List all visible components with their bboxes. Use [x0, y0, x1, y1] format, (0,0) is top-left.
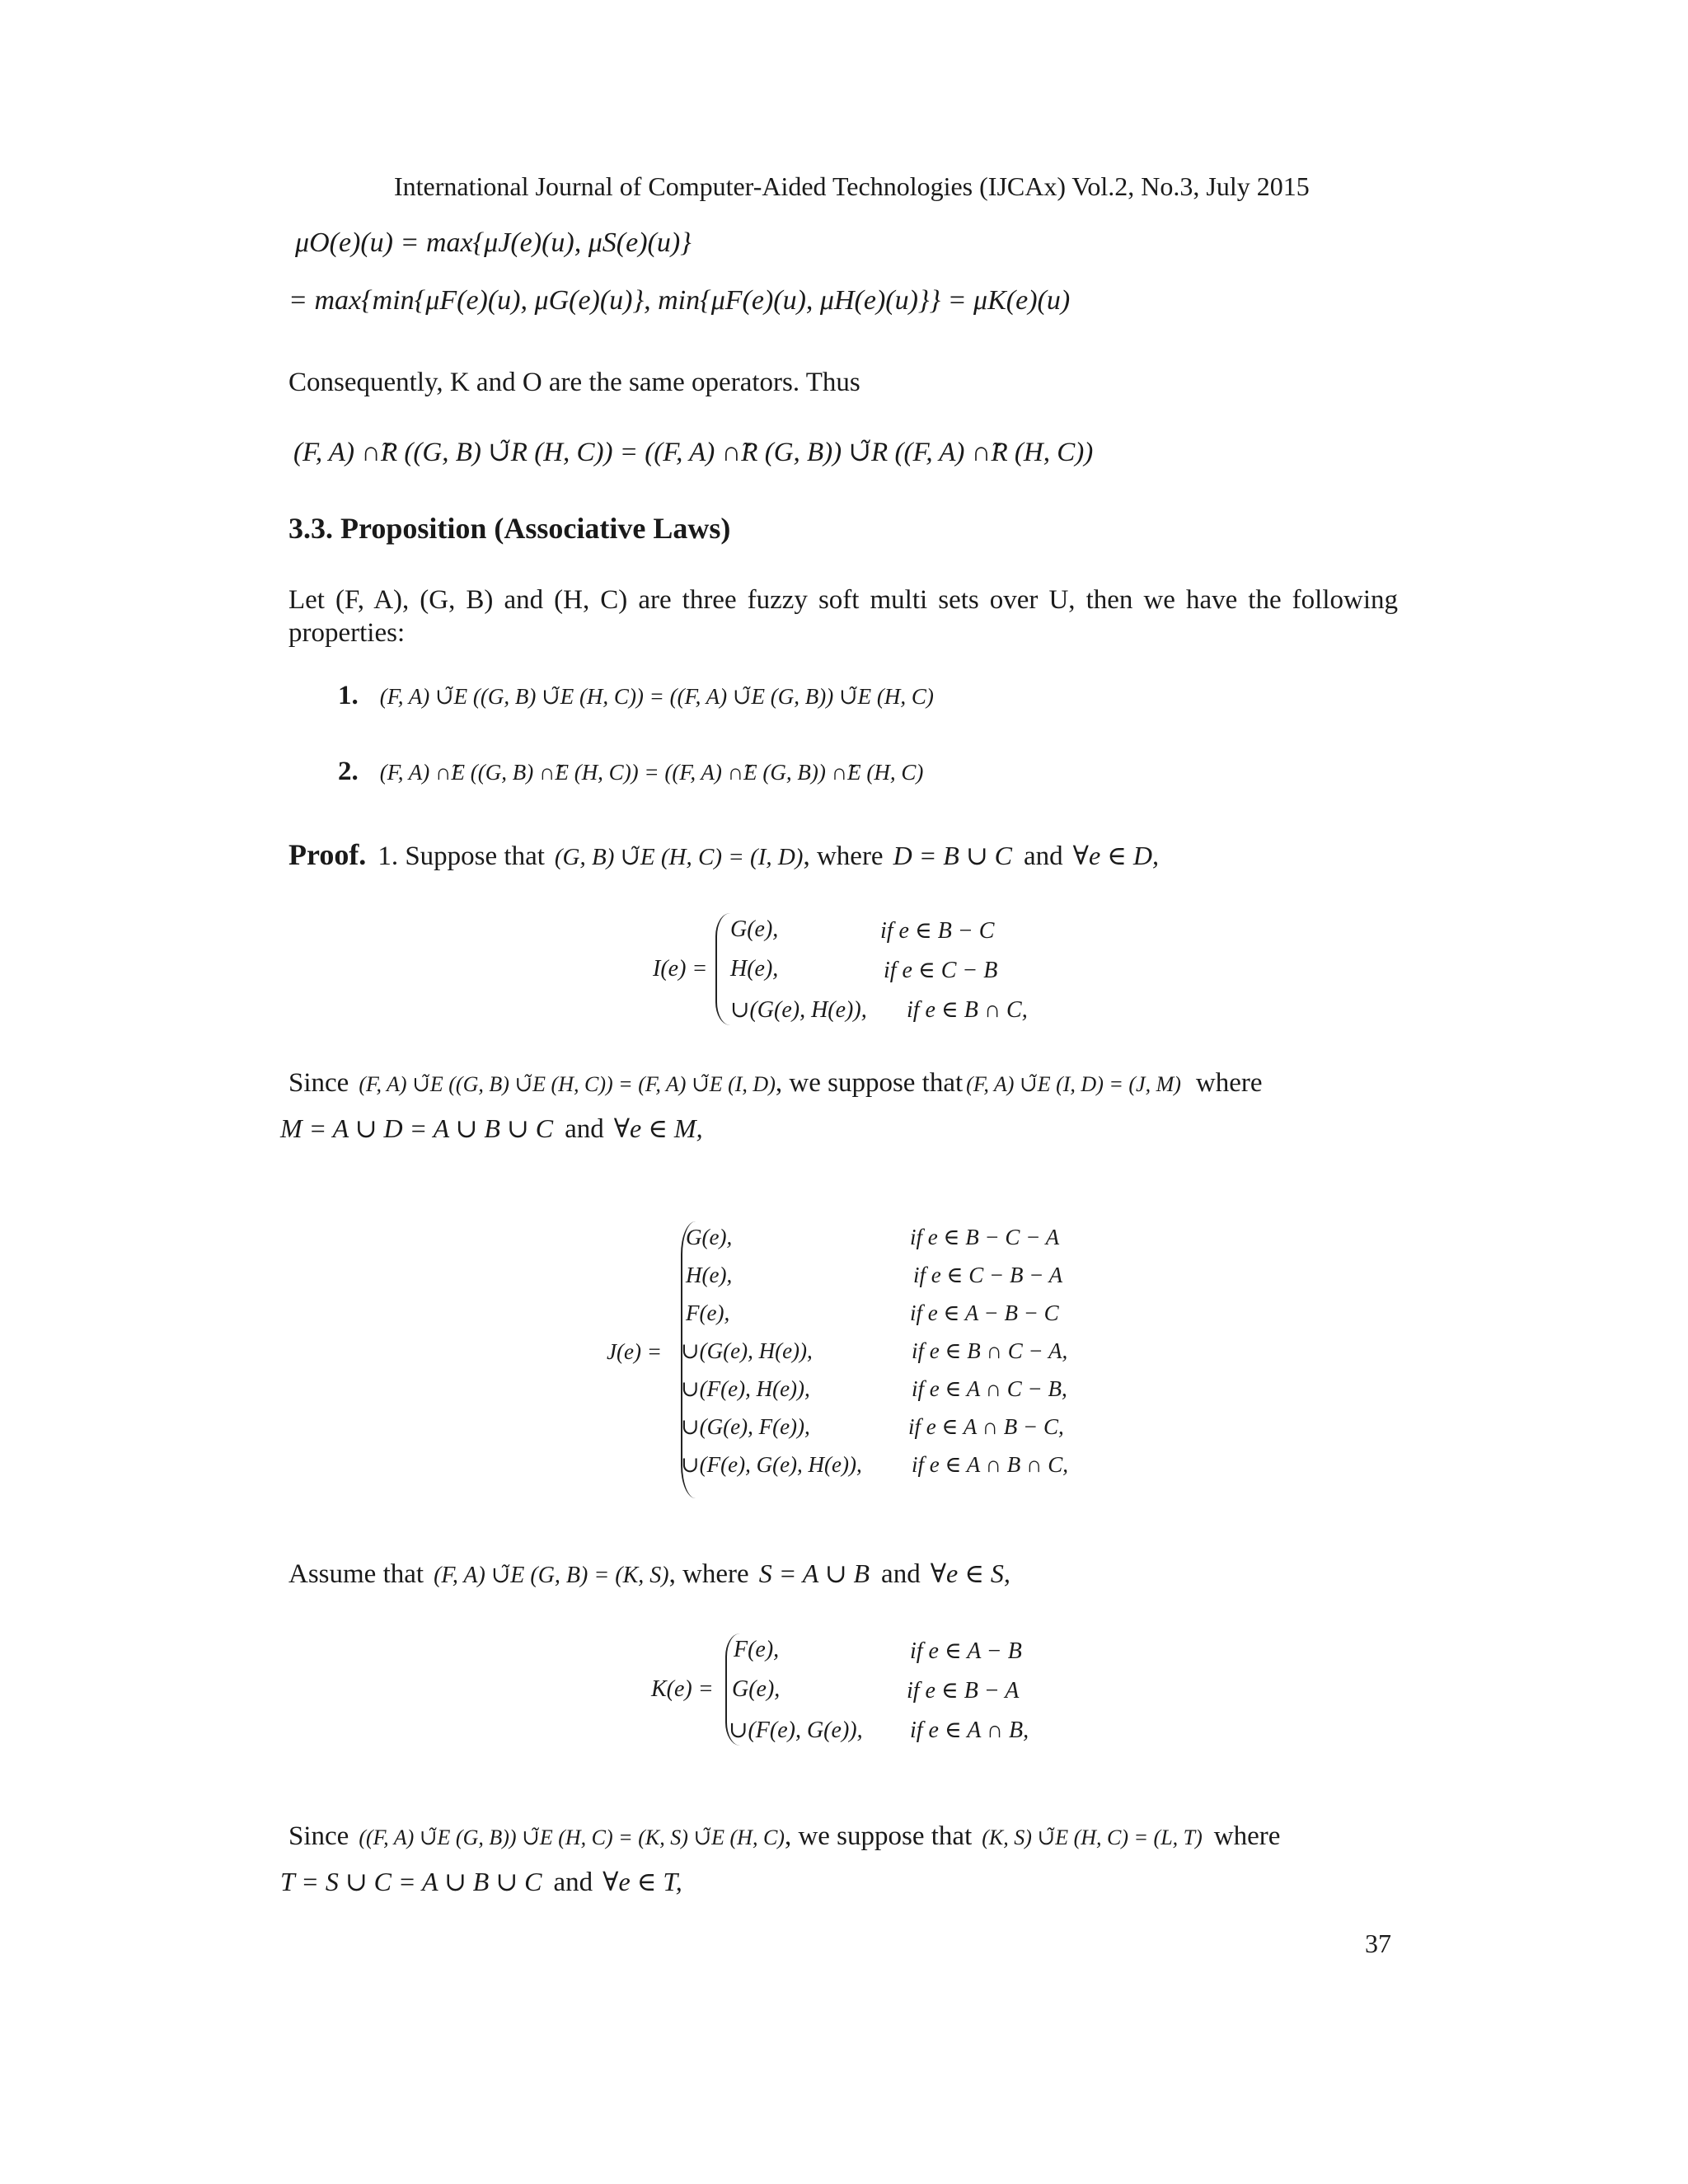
case-j-condition: if e ∈ A ∩ B − C,: [908, 1414, 1064, 1439]
case-k-condition: if e ∈ A ∩ B,: [910, 1718, 1029, 1743]
assume-forall: ∀e ∈ S,: [930, 1558, 1010, 1588]
assume-set-s: S = A ∪ B: [758, 1558, 870, 1588]
case-j-condition: if e ∈ C − B − A: [913, 1263, 1063, 1287]
case-j-value: ∪(G(e), H(e)),: [681, 1338, 813, 1363]
proof-and: and: [1024, 841, 1063, 871]
proof-set-d: D = B ∪ C: [893, 841, 1012, 870]
property-number: 1.: [338, 681, 359, 710]
since-forall: ∀e ∈ T,: [603, 1867, 682, 1896]
case-j-condition: if e ∈ A ∩ B ∩ C,: [912, 1452, 1068, 1477]
since-forall: ∀e ∈ M,: [613, 1113, 703, 1143]
proof-line: [288, 837, 1159, 872]
case-j-value: ∪(F(e), H(e)),: [681, 1376, 810, 1401]
since-line-1: [288, 1068, 1263, 1099]
case-j-lhs: J(e) =: [607, 1339, 662, 1364]
case-i-condition: if e ∈ C − B: [884, 958, 998, 983]
assume-label: Assume that: [288, 1559, 424, 1589]
consequently-text: Consequently, K and O are the same operators. Thus: [288, 368, 860, 397]
assume-where: , where: [668, 1559, 749, 1589]
since-where: where: [1213, 1821, 1281, 1851]
case-k-lhs: K(e) =: [651, 1676, 714, 1702]
case-j-condition: if e ∈ A − B − C: [910, 1301, 1059, 1325]
case-i-condition: if e ∈ B ∩ C,: [907, 997, 1028, 1023]
case-j-value: ∪(F(e), G(e), H(e)),: [681, 1452, 862, 1477]
case-i-row: [730, 916, 778, 943]
set-m-definition: M = A ∪ D = A ∪ B ∪ C: [280, 1113, 554, 1143]
equation-mu-o-continued: = max{min{μF(e)(u), μG(e)(u)}, min{μF(e)(u), μH(e)(u)}} = μK(e)(u): [288, 285, 1071, 316]
since-expression-2: (K, S) ∪̃E (H, C) = (L, T): [982, 1825, 1203, 1849]
since-and: and: [553, 1868, 593, 1897]
case-k-condition: if e ∈ A − B: [910, 1638, 1022, 1664]
since-expression: (F, A) ∪̃E ((G, B) ∪̃E (H, C)) = (F, A) ∪̃E (I, D): [359, 1072, 776, 1096]
since-mid: , we suppose that: [775, 1068, 964, 1098]
case-i-row: [730, 956, 778, 982]
proof-label: Proof.: [288, 838, 367, 871]
case-k-value: F(e),: [734, 1637, 780, 1662]
case-k-condition: if e ∈ B − A: [907, 1678, 1020, 1704]
case-i-condition: if e ∈ B − C: [880, 918, 995, 944]
proof-where: , where: [803, 841, 884, 871]
since-where: where: [1195, 1068, 1263, 1098]
since-and: and: [565, 1114, 604, 1144]
page-number: 37: [1365, 1929, 1391, 1958]
intro-paragraph: Let (F, A), (G, B) and (H, C) are three fuzzy soft multi sets over U, then we have the following properties:: [288, 585, 1398, 648]
case-value: ∪(G(e), H(e)),: [730, 997, 867, 1023]
assume-expression: (F, A) ∪̃E (G, B) = (K, S): [434, 1563, 669, 1588]
proof-intro: 1. Suppose that: [377, 841, 545, 871]
proof-equation: (G, B) ∪̃E (H, C) = (I, D): [554, 844, 804, 870]
property-item-1: [338, 681, 934, 711]
since-expression-2: (F, A) ∪̃E (I, D) = (J, M): [966, 1072, 1181, 1096]
case-j-condition: if e ∈ B ∩ C − A,: [912, 1338, 1068, 1363]
case-value: H(e),: [730, 956, 779, 982]
case-j-condition: if e ∈ A ∩ C − B,: [912, 1376, 1067, 1401]
assume-line: [288, 1558, 1010, 1590]
since-line-1-continued: [280, 1113, 703, 1145]
property-number: 2.: [338, 757, 359, 786]
case-j-value: G(e),: [686, 1225, 733, 1249]
equation-distributive-law: (F, A) ∩̃R ((G, B) ∪̃R (H, C)) = ((F, A) ∩̃R (G, B)) ∪̃R ((F, A) ∩̃R (H, C)): [293, 438, 1094, 467]
case-k-value: ∪(F(e), G(e)),: [729, 1718, 863, 1743]
since-line-2: [288, 1821, 1280, 1852]
case-j-value: ∪(G(e), F(e)),: [681, 1414, 810, 1439]
proof-forall: ∀e ∈ D,: [1072, 841, 1159, 870]
case-j-condition: if e ∈ B − C − A: [910, 1225, 1060, 1249]
equation-mu-o: μO(e)(u) = max{μJ(e)(u), μS(e)(u)}: [295, 227, 692, 258]
running-header: International Journal of Computer-Aided Technologies (IJCAx) Vol.2, No.3, July 2015: [394, 171, 1310, 201]
since-expression: ((F, A) ∪̃E (G, B)) ∪̃E (H, C) = (K, S) ∪̃E (H, C): [359, 1825, 785, 1849]
since-line-2-continued: [280, 1866, 682, 1898]
case-j-value: H(e),: [686, 1263, 733, 1287]
set-t-definition: T = S ∪ C = A ∪ B ∪ C: [280, 1867, 542, 1896]
since-mid: , we suppose that: [784, 1821, 973, 1851]
property-expression: (F, A) ∩̃E ((G, B) ∩̃E (H, C)) = ((F, A) ∩̃E (G, B)) ∩̃E (H, C): [379, 760, 924, 785]
case-i-row: [730, 996, 867, 1024]
section-heading: 3.3. Proposition (Associative Laws): [288, 512, 731, 545]
case-j-value: F(e),: [686, 1301, 730, 1325]
case-value: G(e),: [730, 916, 779, 942]
since-label: Since: [288, 1821, 349, 1851]
case-i-lhs: I(e) =: [653, 956, 708, 982]
property-expression: (F, A) ∪̃E ((G, B) ∪̃E (H, C)) = ((F, A) ∪̃E (G, B)) ∪̃E (H, C): [379, 684, 934, 709]
since-label: Since: [288, 1068, 349, 1098]
case-k-value: G(e),: [732, 1676, 781, 1702]
assume-and: and: [881, 1559, 921, 1589]
property-item-2: [338, 757, 923, 787]
